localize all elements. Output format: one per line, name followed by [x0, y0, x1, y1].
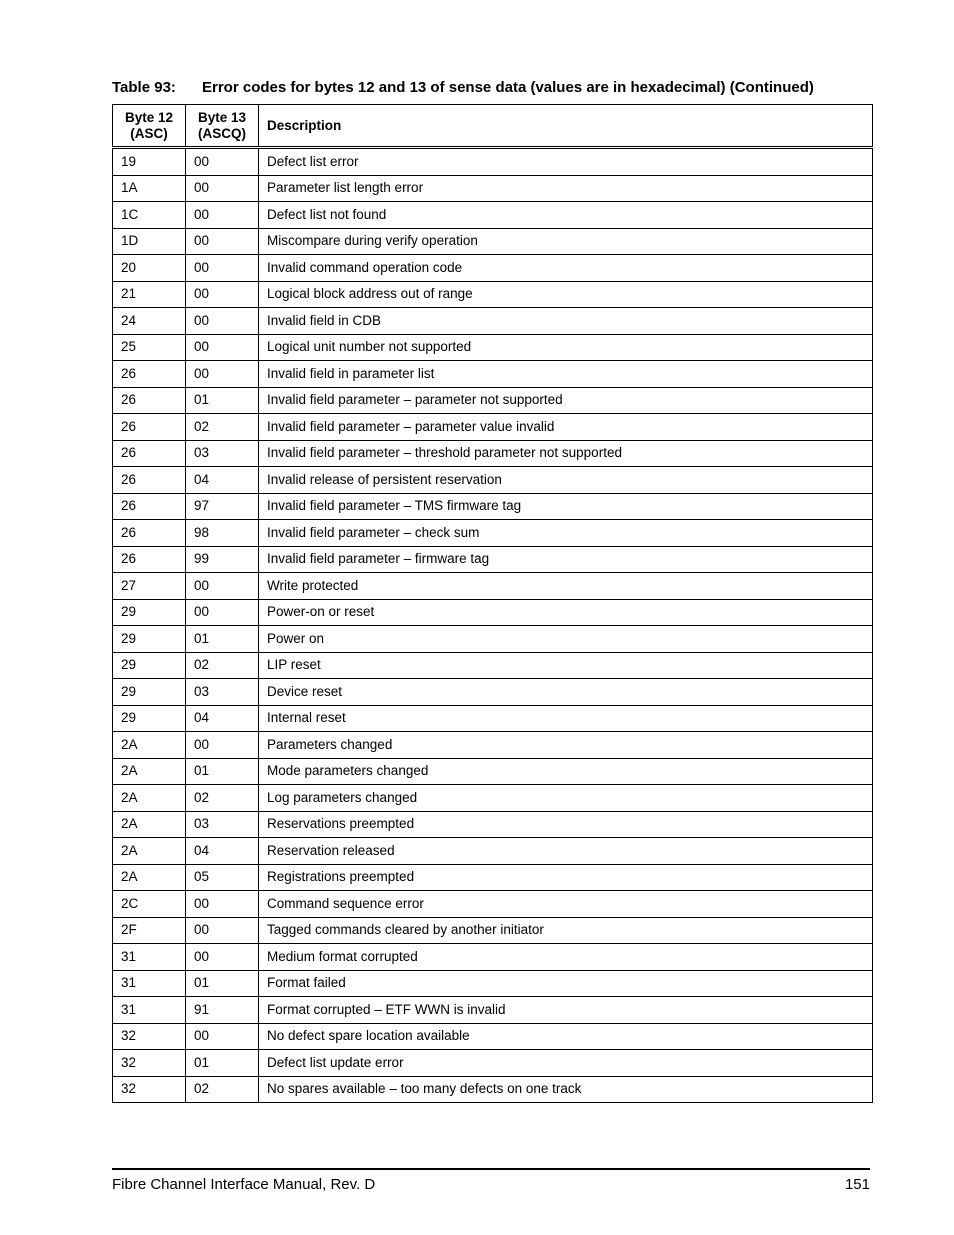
cell-asc: 27: [113, 573, 186, 600]
table-row: [113, 1023, 873, 1050]
cell-asc: 32: [113, 1076, 186, 1103]
table-row: [113, 732, 873, 759]
cell-asc: 26: [113, 361, 186, 388]
cell-description: Power on: [259, 626, 873, 653]
cell-asc: 25: [113, 334, 186, 361]
table-row: [113, 785, 873, 812]
header-description: Description: [259, 105, 873, 148]
cell-description: Write protected: [259, 573, 873, 600]
cell-asc: 32: [113, 1050, 186, 1077]
table-row: [113, 997, 873, 1024]
table-row: [113, 599, 873, 626]
header-byte12-line2: (ASC): [130, 125, 168, 141]
cell-asc: 2A: [113, 838, 186, 865]
cell-asc: 29: [113, 599, 186, 626]
cell-asc: 24: [113, 308, 186, 335]
cell-description: Log parameters changed: [259, 785, 873, 812]
cell-description: Invalid field parameter – parameter not supported: [259, 387, 873, 414]
cell-asc: 26: [113, 493, 186, 520]
cell-description: Invalid field parameter – firmware tag: [259, 546, 873, 573]
cell-description: Invalid release of persistent reservation: [259, 467, 873, 494]
table-row: [113, 148, 873, 176]
cell-asc: 1D: [113, 228, 186, 255]
cell-asc: 26: [113, 440, 186, 467]
cell-ascq: 00: [186, 944, 259, 971]
table-row: [113, 573, 873, 600]
cell-ascq: 01: [186, 626, 259, 653]
cell-ascq: 00: [186, 228, 259, 255]
cell-description: Invalid field parameter – check sum: [259, 520, 873, 547]
cell-ascq: 02: [186, 414, 259, 441]
cell-asc: 31: [113, 997, 186, 1024]
cell-description: Invalid field parameter – threshold parameter not supported: [259, 440, 873, 467]
cell-description: Invalid field in CDB: [259, 308, 873, 335]
cell-asc: 26: [113, 414, 186, 441]
cell-asc: 2A: [113, 732, 186, 759]
table-row: [113, 546, 873, 573]
cell-ascq: 00: [186, 917, 259, 944]
header-byte13: [186, 105, 259, 148]
cell-description: Medium format corrupted: [259, 944, 873, 971]
cell-asc: 21: [113, 281, 186, 308]
cell-asc: 26: [113, 520, 186, 547]
cell-asc: 29: [113, 652, 186, 679]
cell-ascq: 01: [186, 758, 259, 785]
error-codes-table: [112, 104, 873, 1103]
cell-asc: 20: [113, 255, 186, 282]
cell-ascq: 03: [186, 440, 259, 467]
cell-description: Defect list not found: [259, 202, 873, 229]
cell-description: Format failed: [259, 970, 873, 997]
cell-ascq: 01: [186, 387, 259, 414]
cell-asc: 29: [113, 705, 186, 732]
table-header-row: [113, 105, 873, 148]
cell-asc: 1C: [113, 202, 186, 229]
table-row: [113, 202, 873, 229]
cell-description: No spares available – too many defects on one track: [259, 1076, 873, 1103]
cell-ascq: 00: [186, 1023, 259, 1050]
cell-ascq: 00: [186, 148, 259, 176]
cell-ascq: 91: [186, 997, 259, 1024]
table-row: [113, 811, 873, 838]
table-row: [113, 281, 873, 308]
table-row: [113, 864, 873, 891]
cell-ascq: 00: [186, 599, 259, 626]
table-row: [113, 838, 873, 865]
header-byte13-line1: Byte 13: [197, 109, 247, 125]
cell-description: Logical block address out of range: [259, 281, 873, 308]
cell-ascq: 99: [186, 546, 259, 573]
cell-ascq: 00: [186, 202, 259, 229]
table-row: [113, 679, 873, 706]
table-row: [113, 970, 873, 997]
cell-ascq: 03: [186, 811, 259, 838]
cell-ascq: 05: [186, 864, 259, 891]
header-byte12-line1: Byte 12: [124, 109, 174, 125]
cell-description: Invalid field parameter – parameter value invalid: [259, 414, 873, 441]
cell-asc: 29: [113, 626, 186, 653]
cell-ascq: 02: [186, 1076, 259, 1103]
cell-description: No defect spare location available: [259, 1023, 873, 1050]
cell-ascq: 00: [186, 334, 259, 361]
cell-asc: 2A: [113, 864, 186, 891]
table-row: [113, 758, 873, 785]
cell-ascq: 03: [186, 679, 259, 706]
table-row: [113, 493, 873, 520]
table-row: [113, 255, 873, 282]
table-row: [113, 891, 873, 918]
table-row: [113, 334, 873, 361]
cell-asc: 32: [113, 1023, 186, 1050]
table-row: [113, 467, 873, 494]
cell-ascq: 02: [186, 652, 259, 679]
cell-asc: 26: [113, 546, 186, 573]
cell-ascq: 00: [186, 175, 259, 202]
table-row: [113, 1050, 873, 1077]
table-row: [113, 440, 873, 467]
table-row: [113, 652, 873, 679]
table-row: [113, 387, 873, 414]
cell-asc: 2F: [113, 917, 186, 944]
cell-description: Defect list update error: [259, 1050, 873, 1077]
cell-asc: 2A: [113, 811, 186, 838]
table-caption: [112, 79, 814, 96]
header-byte12: [113, 105, 186, 148]
cell-asc: 26: [113, 467, 186, 494]
cell-asc: 26: [113, 387, 186, 414]
cell-asc: 1A: [113, 175, 186, 202]
cell-ascq: 01: [186, 1050, 259, 1077]
table-number: Table 93:: [112, 79, 176, 96]
table-row: [113, 520, 873, 547]
table-row: [113, 1076, 873, 1103]
cell-ascq: 00: [186, 732, 259, 759]
cell-ascq: 00: [186, 573, 259, 600]
cell-description: Tagged commands cleared by another initiator: [259, 917, 873, 944]
table-title: Error codes for bytes 12 and 13 of sense data (values are in hexadecimal) (Continued): [202, 79, 814, 96]
cell-description: Parameter list length error: [259, 175, 873, 202]
cell-asc: 19: [113, 148, 186, 176]
cell-asc: 31: [113, 944, 186, 971]
cell-description: Format corrupted – ETF WWN is invalid: [259, 997, 873, 1024]
cell-asc: 2A: [113, 758, 186, 785]
table-row: [113, 228, 873, 255]
cell-ascq: 00: [186, 361, 259, 388]
cell-description: Reservation released: [259, 838, 873, 865]
cell-description: Mode parameters changed: [259, 758, 873, 785]
cell-ascq: 00: [186, 891, 259, 918]
cell-description: Registrations preempted: [259, 864, 873, 891]
cell-ascq: 01: [186, 970, 259, 997]
cell-ascq: 04: [186, 705, 259, 732]
cell-asc: 29: [113, 679, 186, 706]
cell-ascq: 02: [186, 785, 259, 812]
cell-ascq: 04: [186, 467, 259, 494]
cell-asc: 31: [113, 970, 186, 997]
table-row: [113, 944, 873, 971]
cell-description: Logical unit number not supported: [259, 334, 873, 361]
cell-description: Reservations preempted: [259, 811, 873, 838]
cell-description: Parameters changed: [259, 732, 873, 759]
cell-ascq: 98: [186, 520, 259, 547]
footer-divider: [112, 1168, 870, 1170]
cell-ascq: 00: [186, 308, 259, 335]
cell-ascq: 00: [186, 281, 259, 308]
table-row: [113, 414, 873, 441]
cell-description: Invalid field in parameter list: [259, 361, 873, 388]
cell-description: Defect list error: [259, 148, 873, 176]
table-row: [113, 705, 873, 732]
header-byte13-line2: (ASCQ): [198, 125, 246, 141]
cell-description: LIP reset: [259, 652, 873, 679]
cell-ascq: 00: [186, 255, 259, 282]
table-row: [113, 626, 873, 653]
cell-description: Internal reset: [259, 705, 873, 732]
table-row: [113, 917, 873, 944]
table-row: [113, 308, 873, 335]
cell-description: Miscompare during verify operation: [259, 228, 873, 255]
table-row: [113, 175, 873, 202]
cell-description: Invalid command operation code: [259, 255, 873, 282]
footer-manual-title: Fibre Channel Interface Manual, Rev. D: [112, 1176, 376, 1193]
table-body: [113, 148, 873, 1103]
footer-page-number: 151: [844, 1176, 870, 1193]
cell-asc: 2C: [113, 891, 186, 918]
cell-description: Command sequence error: [259, 891, 873, 918]
cell-asc: 2A: [113, 785, 186, 812]
cell-description: Power-on or reset: [259, 599, 873, 626]
cell-ascq: 97: [186, 493, 259, 520]
cell-ascq: 04: [186, 838, 259, 865]
cell-description: Device reset: [259, 679, 873, 706]
table-row: [113, 361, 873, 388]
cell-description: Invalid field parameter – TMS firmware tag: [259, 493, 873, 520]
